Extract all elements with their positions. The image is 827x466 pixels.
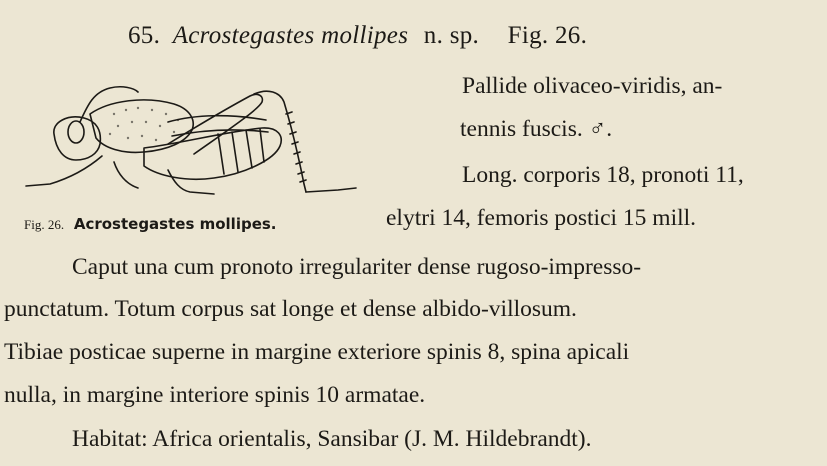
grasshopper-illustration [18, 74, 368, 214]
species-heading [128, 22, 587, 50]
body-text-line: Caput una cum pronoto irregulariter dense rugoso-impresso- [72, 254, 642, 280]
body-text-line: nulla, in margine interiore spinis 10 armatae. [4, 382, 426, 408]
habitat-line: Habitat: Africa orientalis, Sansibar (J. M. Hildebrandt). [72, 426, 592, 452]
measurement-line: elytri 14, femoris postici 15 mill. [386, 205, 697, 231]
species-number: 65. [128, 22, 161, 49]
measurement-line: Long. corporis 18, pronoti 11, [462, 162, 744, 188]
species-name: Acrostegastes mollipes [172, 22, 409, 49]
description-line: Pallide olivaceo-viridis, an- [462, 73, 723, 99]
grasshopper-drawing [18, 74, 368, 214]
caption-label: Fig. 26. [24, 217, 65, 232]
body-text-line: punctatum. Totum corpus sat longe et dense albido-villosum. [4, 296, 577, 322]
figure-reference: Fig. 26. [507, 22, 588, 49]
species-designation: n. sp. [423, 22, 480, 49]
body-text-line: Tibiae posticae superne in margine exteriore spinis 8, spina apicali [4, 339, 630, 365]
caption-species-name: Acrostegastes mollipes. [73, 215, 277, 233]
figure-caption [24, 215, 277, 234]
description-line: tennis fuscis. ♂. [460, 116, 613, 142]
